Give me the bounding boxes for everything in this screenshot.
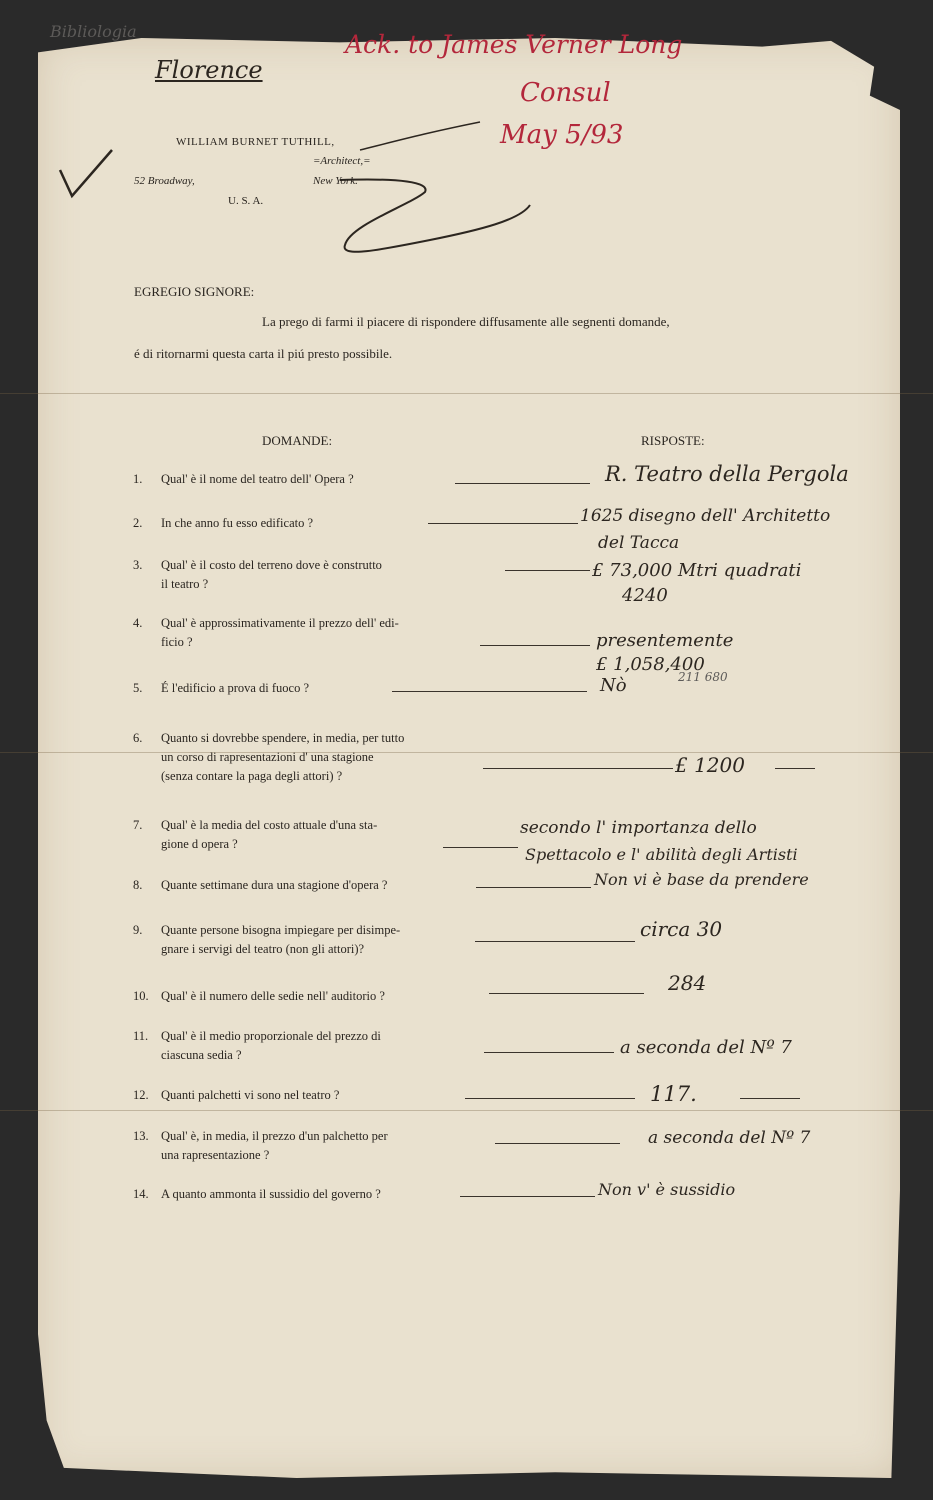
intro-line-1: La prego di farmi il piacere di rispondere diffusamente alle segnenti domande, (262, 314, 670, 329)
answer-3: £ 73,000 Mtri quadrati (592, 560, 802, 581)
answer-3-cont: 4240 (622, 585, 668, 606)
answer-line (476, 887, 591, 888)
answers-header: RISPOSTE: (641, 433, 705, 448)
pen-scribble (0, 0, 933, 300)
letterhead-name: WILLIAM BURNET TUTHILL, (176, 136, 335, 148)
letterhead-address: 52 Broadway, (134, 175, 195, 187)
answer-7: secondo l' importanza dello (520, 818, 757, 838)
red-acknowledgement-note: Ack. to James Verner Long (345, 30, 683, 59)
answer-2-cont: del Tacca (598, 533, 680, 553)
answer-12: 117. (650, 1082, 697, 1106)
question-row: 2. In che anno fu esso edificato ? (133, 516, 314, 530)
fold-line (0, 393, 933, 394)
question-row: 11. Qual' è il medio proporzionale del prezzo di ciascuna sedia ? (133, 1029, 381, 1062)
answer-line (483, 768, 673, 769)
answer-line (460, 1196, 595, 1197)
question-row: 1. Qual' è il nome del teatro dell' Opera ? (133, 472, 354, 486)
answer-line (465, 1098, 635, 1099)
answer-line (495, 1143, 620, 1144)
question-row: 6. Quanto si dovrebbe spendere, in media, per tutto un corso di rapresentazioni d' una stagione (senza contare la paga degli attori) ? (133, 731, 405, 783)
letterhead-city: New York. (313, 175, 358, 187)
pencil-note: 211 680 (678, 670, 728, 684)
question-row: 9. Quante persone bisogna impiegare per disimpe- gnare i servigi del teatro (non gli attori)? (133, 923, 401, 956)
answer-line (480, 645, 590, 646)
answer-line (484, 1052, 614, 1053)
answer-6: £ 1200 (675, 753, 745, 777)
question-row: 4. Qual' è approssimativamente il prezzo dell' edi- ficio ? (133, 616, 399, 649)
answer-5: Nò (600, 675, 627, 696)
answer-8: Non vi è base da prendere (594, 870, 809, 889)
pen-stroke (360, 122, 480, 150)
fold-line (0, 1110, 933, 1111)
answer-4: presentemente (596, 630, 734, 651)
answer-9: circa 30 (640, 917, 723, 941)
answer-line (740, 1098, 800, 1099)
salutation: EGREGIO SIGNORE: (134, 284, 255, 299)
answer-4-cont: £ 1,058,400 (596, 654, 705, 675)
letterhead-profession: =Architect,= (313, 155, 371, 167)
answer-7-cont: Spettacolo e l' abilità degli Artisti (525, 845, 798, 864)
answer-line (455, 483, 590, 484)
question-row: 5. É l'edificio a prova di fuoco ? (133, 681, 310, 695)
question-row: 12. Quanti palchetti vi sono nel teatro ? (133, 1088, 340, 1102)
checkmark-icon (60, 150, 112, 196)
red-date-note: May 5/93 (500, 120, 624, 150)
question-row: 7. Qual' è la media del costo attuale d'una sta- gione d opera ? (133, 818, 378, 851)
answer-line (392, 691, 587, 692)
city-annotation: Florence (155, 56, 263, 84)
answer-10: 284 (668, 971, 707, 995)
answer-line (489, 993, 644, 994)
question-row: 8. Quante settimane dura una stagione d'opera ? (133, 878, 388, 892)
answer-1: R. Teatro della Pergola (605, 462, 849, 486)
letterhead-country: U. S. A. (228, 195, 264, 207)
intro-line-2: é di ritornarmi questa carta il piú presto possibile. (134, 346, 393, 361)
answer-line (475, 941, 635, 942)
answer-line (443, 847, 518, 848)
pen-stroke (340, 180, 530, 252)
question-row: 14. A quanto ammonta il sussidio del governo ? (133, 1187, 381, 1201)
answer-2: 1625 disegno dell' Architetto (580, 506, 831, 526)
answer-line (505, 570, 590, 571)
questions-header: DOMANDE: (262, 433, 333, 448)
answer-14: Non v' è sussidio (598, 1180, 736, 1199)
answer-13: a seconda del Nº 7 (648, 1128, 811, 1148)
answer-line (428, 523, 578, 524)
pencil-annotation: Bibliologia (50, 22, 137, 41)
answer-11: a seconda del Nº 7 (620, 1037, 792, 1058)
question-row: 10. Qual' è il numero delle sedie nell' auditorio ? (133, 989, 385, 1003)
question-row: 3. Qual' è il costo del terreno dove è construtto il teatro ? (133, 558, 382, 591)
answer-line (775, 768, 815, 769)
question-row: 13. Qual' è, in media, il prezzo d'un palchetto per una rapresentazione ? (133, 1129, 388, 1162)
red-consul-note: Consul (520, 78, 611, 108)
